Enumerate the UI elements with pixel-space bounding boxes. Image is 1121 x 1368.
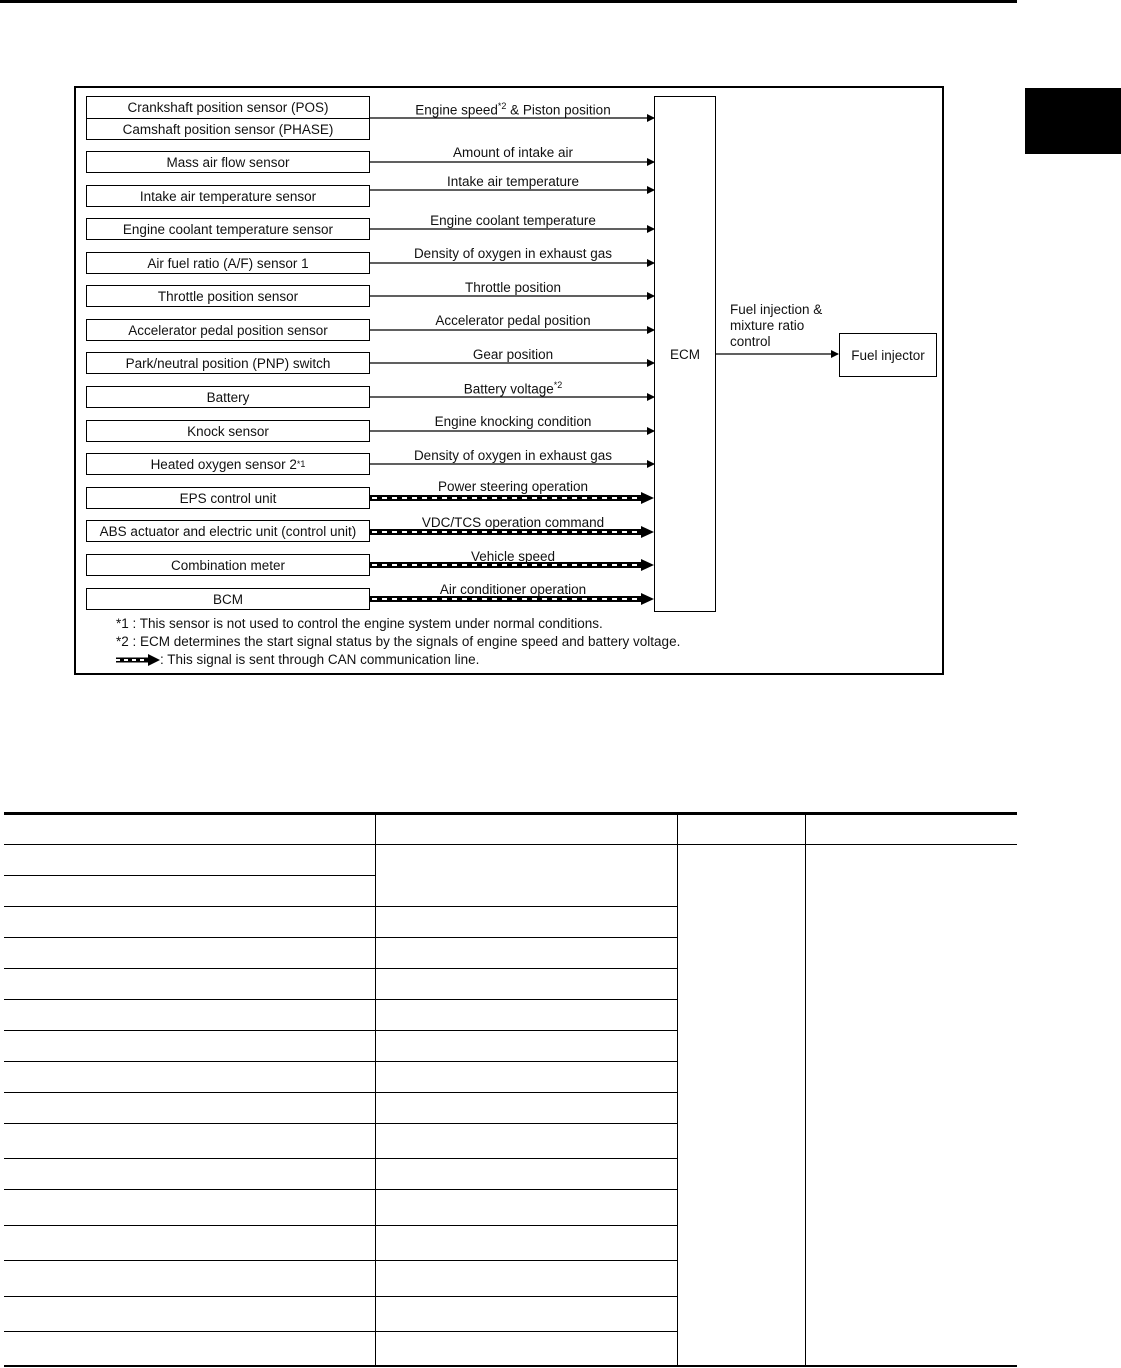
- output-label: Fuel injection & mixture ratio control: [730, 302, 823, 349]
- table-row-line: [4, 1331, 677, 1332]
- table-row-line: [4, 1092, 677, 1093]
- signal-label: Battery voltage$^{*2}$: [463, 380, 563, 397]
- table-header-line: [4, 844, 1017, 845]
- table-row-line: [4, 1260, 677, 1261]
- table-row-line: [4, 906, 677, 907]
- table-row-line: [4, 1123, 677, 1124]
- sensor-combination-meter: Combination meter: [86, 554, 370, 576]
- table-row-line: [4, 968, 677, 969]
- signal-label: Accelerator pedal position: [435, 313, 591, 328]
- sensor-af: Air fuel ratio (A/F) sensor 1: [86, 252, 370, 274]
- table-col-line: [677, 812, 678, 1365]
- table-row-line: [4, 1158, 677, 1159]
- signal-label: Density of oxygen in exhaust gas: [413, 246, 613, 261]
- sensor-knock: Knock sensor: [86, 420, 370, 442]
- sensor-app: Accelerator pedal position sensor: [86, 319, 370, 341]
- signal-label: Air conditioner operation: [439, 582, 587, 597]
- table-row-line: [4, 1296, 677, 1297]
- table-top-rule: [4, 812, 1017, 815]
- sensor-crankshaft: Crankshaft position sensor (POS): [86, 96, 370, 118]
- table-row-line: [4, 937, 677, 938]
- can-line-legend-icon: [116, 654, 160, 666]
- fuel-injector-box: Fuel injector: [839, 333, 937, 377]
- table-row-line: [4, 1061, 677, 1062]
- sensor-pnp: Park/neutral position (PNP) switch: [86, 352, 370, 374]
- sensor-ho2s2: Heated oxygen sensor 2 *1: [86, 453, 370, 475]
- signal-label: Gear position: [472, 347, 554, 362]
- sensor-eps: EPS control unit: [86, 487, 370, 509]
- sensor-camshaft: Camshaft position sensor (PHASE): [86, 118, 370, 140]
- ecm-box: ECM: [654, 96, 716, 612]
- signal-label: Intake air temperature: [446, 174, 580, 189]
- table-row-line: [4, 1189, 677, 1190]
- signal-label: Vehicle speed: [470, 549, 556, 564]
- signal-label: Engine speed$^{*2}$ & Piston position: [415, 101, 611, 118]
- sensor-battery: Battery: [86, 386, 370, 408]
- sensor-tps: Throttle position sensor: [86, 285, 370, 307]
- table-row-line: [4, 1030, 677, 1031]
- signal-label: Throttle position: [464, 280, 562, 295]
- sensor-bcm: BCM: [86, 588, 370, 610]
- table-row-line: [4, 999, 677, 1000]
- sensor-ect: Engine coolant temperature sensor: [86, 218, 370, 240]
- table-bottom-rule: [4, 1365, 1017, 1367]
- signal-label: Engine coolant temperature: [430, 213, 596, 228]
- signal-label: Amount of intake air: [452, 145, 574, 160]
- section-tab: [1025, 88, 1121, 154]
- sensor-abs: ABS actuator and electric unit (control unit): [86, 520, 370, 542]
- table-row-line: [4, 1225, 677, 1226]
- table-col-line: [805, 812, 806, 1365]
- signal-label: Density of oxygen in exhaust gas: [413, 448, 613, 463]
- table-row-line: [4, 875, 375, 876]
- sensor-maf: Mass air flow sensor: [86, 151, 370, 173]
- note-1: *1 : This sensor is not used to control the engine system under normal conditions.: [116, 616, 603, 631]
- note-2: *2 : ECM determines the start signal status by the signals of engine speed and battery voltage.: [116, 634, 681, 649]
- sensor-iat: Intake air temperature sensor: [86, 185, 370, 207]
- header-rule: [0, 0, 1017, 3]
- signal-label: Power steering operation: [437, 479, 589, 494]
- signal-label: VDC/TCS operation command: [421, 515, 605, 530]
- table-col-line: [375, 812, 376, 1365]
- note-3: : This signal is sent through CAN communication line.: [116, 652, 479, 667]
- signal-label: Engine knocking condition: [434, 414, 592, 429]
